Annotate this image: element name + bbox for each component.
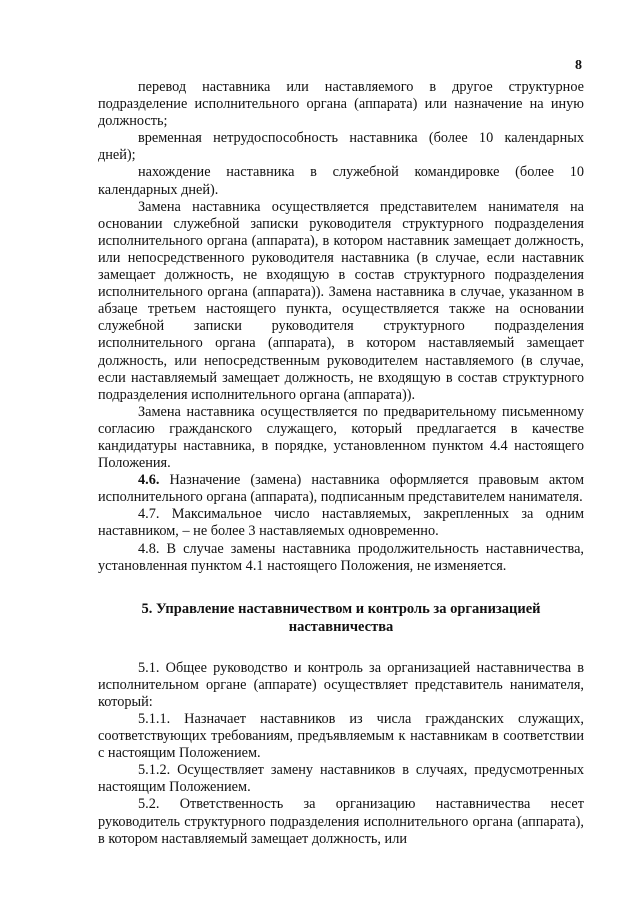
paragraph-4-8: 4.8. В случае замены наставника продолжительность наставничества, установленная пунктом 4.1 настоящего Положения, не изменяется.: [98, 540, 584, 574]
section-heading: [98, 600, 584, 636]
paragraph-replacement: Замена наставника осуществляется представителем нанимателя на основании служебной записки руководителя структурного подразделения исполнительного органа (аппарата), в котором наставник замещает должность, или непосредственного руководителя наставника (в случае, если наставник замещает должность, не входящую в состав структурного подразделения исполнительного органа (аппарата)). Замена наставника в случае, указанном в абзаце третьем настоящего пункта, осуществляется также на основании служебной записки руководителя структурного подразделения исполнительного органа (аппарата), в котором наставляемый замещает должность, или непосредственным руководителем наставляемого (в случае, если наставляемый замещает должность, не входящую в состав структурного подразделения исполнительного органа (аппарата)).: [98, 198, 584, 403]
paragraph-transfer: перевод наставника или наставляемого в другое структурное подразделение исполнительного органа (аппарата) или назначение на иную должность;: [98, 79, 584, 130]
paragraph-5-2: 5.2. Ответственность за организацию наставничества несет руководитель структурного подразделения исполнительного органа (аппарата), в котором наставляемый замещает должность, или: [98, 796, 584, 847]
paragraph-business-trip: нахождение наставника в служебной командировке (более 10 календарных дней).: [98, 164, 584, 198]
item-text-4-6: Назначение (замена) наставника оформляется правовым актом исполнительного органа (аппарата), подписанным представителем нанимателя.: [98, 472, 584, 506]
section-heading-line-2: наставничества: [288, 618, 394, 635]
paragraph-5-1-1: 5.1.1. Назначает наставников из числа гражданских служащих, соответствующих требованиям, предъявляемым к наставникам в соответствии с настоящим Положением.: [98, 711, 584, 762]
paragraph-5-1-2: 5.1.2. Осуществляет замену наставников в случаях, предусмотренных настоящим Положением.: [98, 762, 584, 796]
paragraph-consent: Замена наставника осуществляется по предварительному письменному согласию гражданского служащего, который предлагается в качестве кандидатуры наставника, в порядке, установленном пунктом 4.4 настоящего Положения.: [98, 403, 584, 472]
page-number: 8: [575, 58, 582, 73]
paragraph-5-1: 5.1. Общее руководство и контроль за организацией наставничества в исполнительном органе (аппарате) осуществляет представитель нанимателя, который:: [98, 659, 584, 710]
document-body: [98, 79, 584, 848]
item-number-4-6: 4.6.: [138, 472, 160, 489]
paragraph-4-7: 4.7. Максимальное число наставляемых, закрепленных за одним наставником, – не более 3 наставляемых одновременно.: [98, 506, 584, 540]
paragraph-4-6: [98, 472, 584, 506]
section-heading-line-1: 5. Управление наставничеством и контроль за организацией: [141, 600, 541, 617]
paragraph-disability: временная нетрудоспособность наставника (более 10 календарных дней);: [98, 130, 584, 164]
